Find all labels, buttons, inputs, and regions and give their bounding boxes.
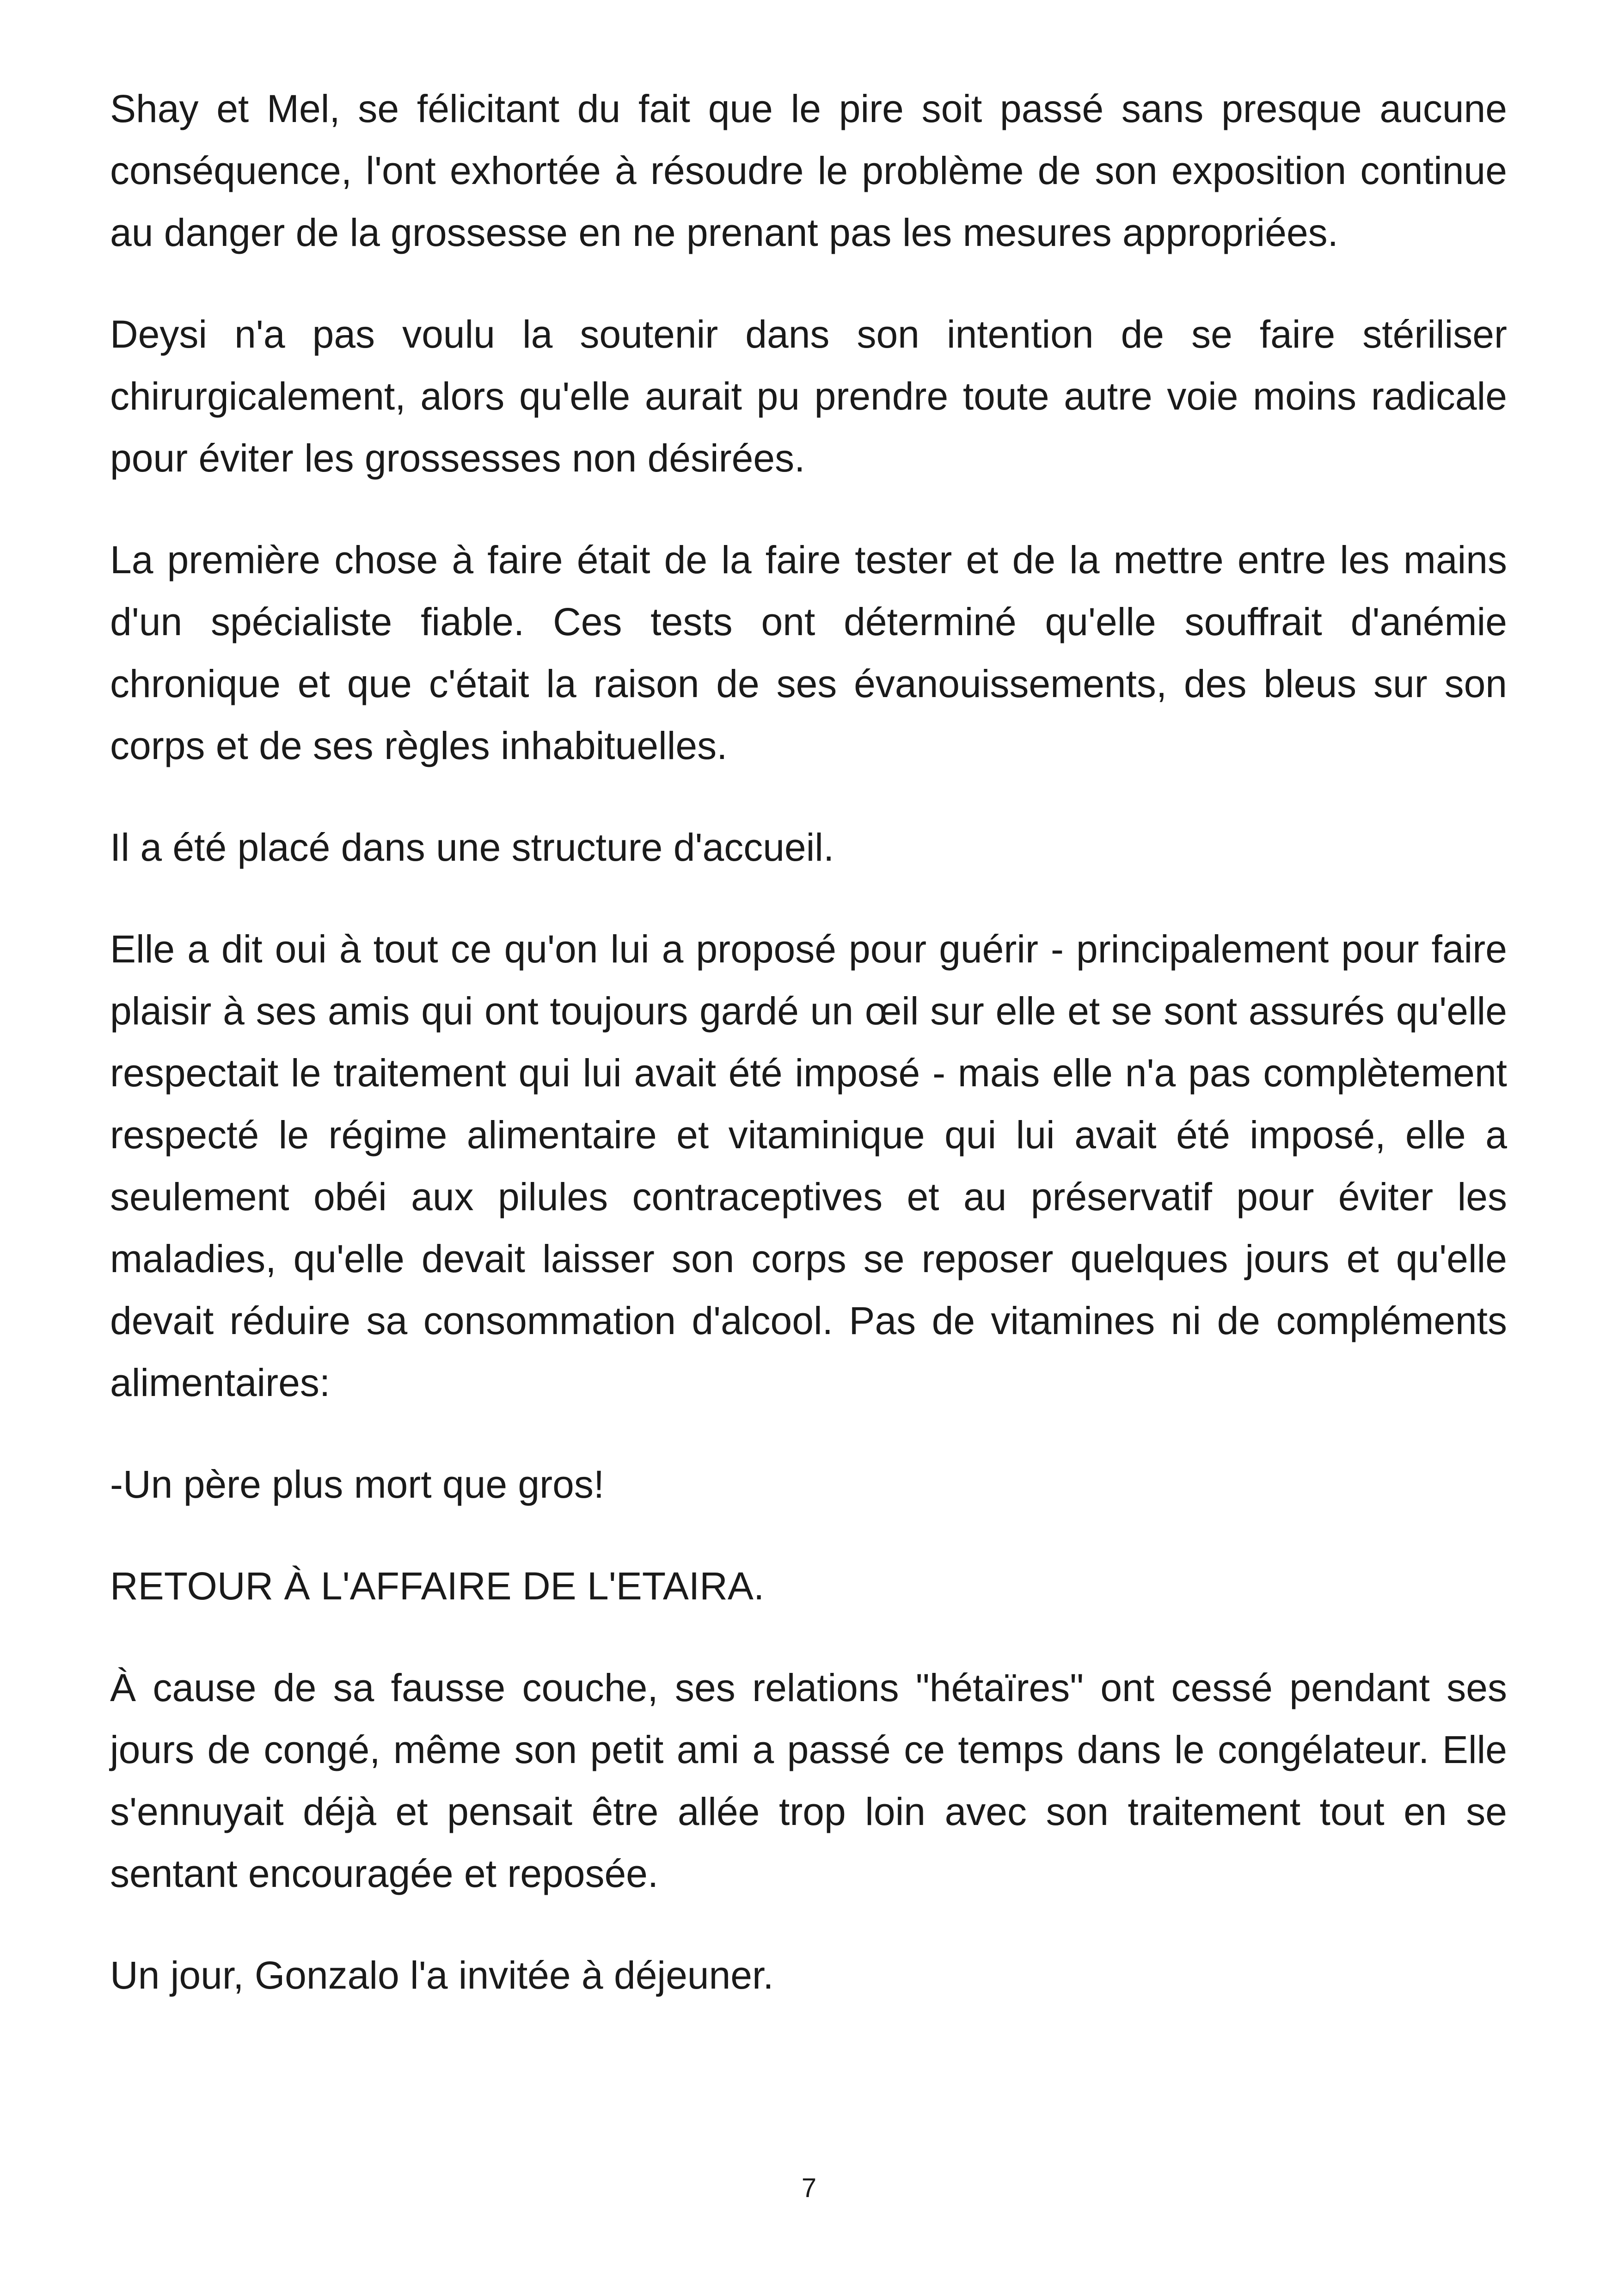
page-body [110,78,1507,2046]
paragraph: Il a été placé dans une structure d'accueil. [110,826,834,869]
paragraph: Shay et Mel, se félicitant du fait que le pire soit passé sans presque aucune conséquence, l'ont exhortée à résoudre le problème de son exposition continue au danger de la grossesse en ne prenant pas les mesures appropriées. [110,87,1507,254]
section-heading: RETOUR À L'AFFAIRE DE L'ETAIRA. [110,1564,765,1608]
paragraph: -Un père plus mort que gros! [110,1463,605,1506]
paragraph: Un jour, Gonzalo l'a invitée à déjeuner. [110,1953,774,1997]
paragraph: Deysi n'a pas voulu la soutenir dans son intention de se faire stériliser chirurgicalement, alors qu'elle aurait pu prendre toute autre voie moins radicale pour éviter les grossesses non désirées. [110,312,1507,480]
paragraph: À cause de sa fausse couche, ses relations "hétaïres" ont cessé pendant ses jours de congé, même son petit ami a passé ce temps dans le congélateur. Elle s'ennuyait déjà et pensait être allée trop loin avec son traitement tout en se sentant encouragée et reposée. [110,1666,1507,1895]
paragraph: Elle a dit oui à tout ce qu'on lui a proposé pour guérir - principalement pour faire plaisir à ses amis qui ont toujours gardé un œil sur elle et se sont assurés qu'elle respectait le traitement qui lui avait été imposé - mais elle n'a pas complètement respecté le régime alimentaire et vitaminique qui lui avait été imposé, elle a seulement obéi aux pilules contraceptives et au préservatif pour éviter les maladies, qu'elle devait laisser son corps se reposer quelques jours et qu'elle devait réduire sa consommation d'alcool. Pas de vitamines ni de compléments alimentaires: [110,927,1507,1404]
paragraph: La première chose à faire était de la faire tester et de la mettre entre les mains d'un spécialiste fiable. Ces tests ont déterminé qu'elle souffrait d'anémie chronique et que c'était la raison de ses évanouissements, des bleus sur son corps et de ses règles inhabituelles. [110,538,1507,767]
page-number: 7 [801,2173,817,2203]
